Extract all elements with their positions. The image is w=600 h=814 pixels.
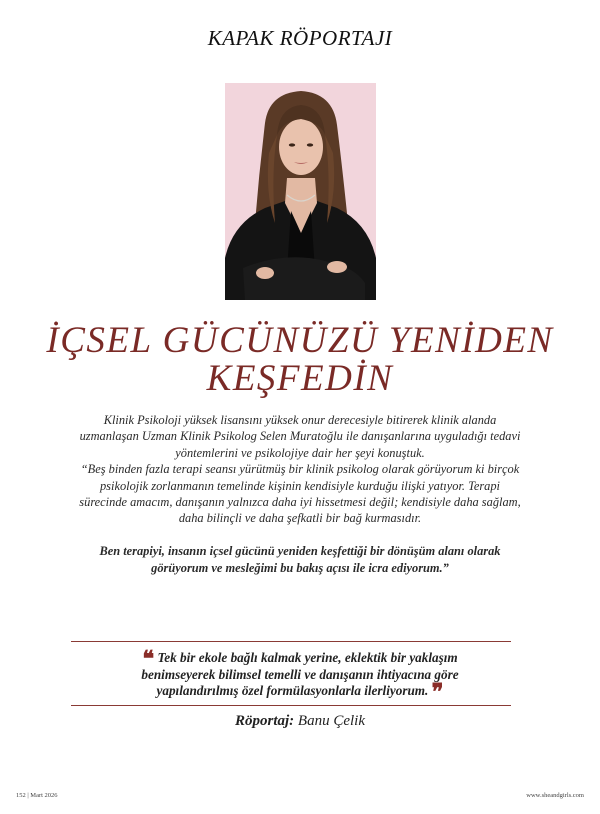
pull-quote	[85, 646, 515, 704]
article-intro	[45, 412, 555, 527]
quote-line: sürecinde amacım, danışanın yalnızca daha iyi hissetmesi değil; kendisiyle daha sağlam,	[79, 495, 521, 510]
article-statement	[45, 543, 555, 577]
quote-line: “Beş binden fazla terapi seansı yürütmüş bir klinik psikolog olarak görüyorum ki birçok	[80, 462, 520, 477]
quote-line: daha bilinçli ve daha şefkatli bir bağ kurmasıdır.	[178, 511, 422, 526]
headline-line-1: İÇSEL GÜCÜNÜZÜ YENİDEN	[46, 320, 554, 361]
article-headline	[0, 322, 600, 398]
headline-line-2: KEŞFEDİN	[206, 358, 394, 399]
pull-quote-line: benimseyerek bilimsel temelli ve danışanın ihtiyacına göre	[141, 666, 459, 682]
byline	[0, 713, 600, 730]
section-title: KAPAK RÖPORTAJI	[207, 26, 393, 50]
intro-line: uzmanlaşan Uzman Klinik Psikolog Selen Muratoğlu ile danışanlarına uyguladığı tedavi	[79, 429, 521, 444]
page-number-issue: 152 | Mart 2026	[16, 792, 58, 799]
intro-line: yöntemlerini ve psikolojiye dair her şeyi konuştuk.	[175, 445, 425, 460]
pull-quote-line: Tek bir ekole bağlı kalmak yerine, eklektik bir yaklaşım	[157, 650, 458, 665]
close-quote-mark: ❞	[431, 679, 444, 704]
portrait-photo	[225, 83, 376, 300]
pull-quote-bottom-divider	[71, 705, 511, 706]
website-link[interactable]: www.sheandgirls.com	[526, 792, 584, 799]
intro-line: Klinik Psikoloji yüksek lisansını yüksek onur derecesiyle bitirerek klinik alanda	[103, 413, 497, 427]
pull-quote-top-divider	[71, 641, 511, 642]
statement-line: Ben terapiyi, insanın içsel gücünü yeniden keşfettiği bir dönüşüm alanı olarak	[99, 544, 501, 558]
pull-quote-line: yapılandırılmış özel formülasyonlarla ilerliyorum.	[156, 683, 429, 698]
statement-line: görüyorum ve mesleğimi bu bakış açısı ile icra ediyorum.”	[151, 561, 449, 575]
byline-author: Banu Çelik	[297, 713, 365, 729]
quote-line: psikolojik zorlanmanın temelinde kişinin kendisiyle kurduğu ilişki yatıyor. Terapi	[99, 478, 500, 493]
byline-label: Röportaj:	[234, 713, 295, 729]
open-quote-mark: ❝	[142, 646, 155, 671]
